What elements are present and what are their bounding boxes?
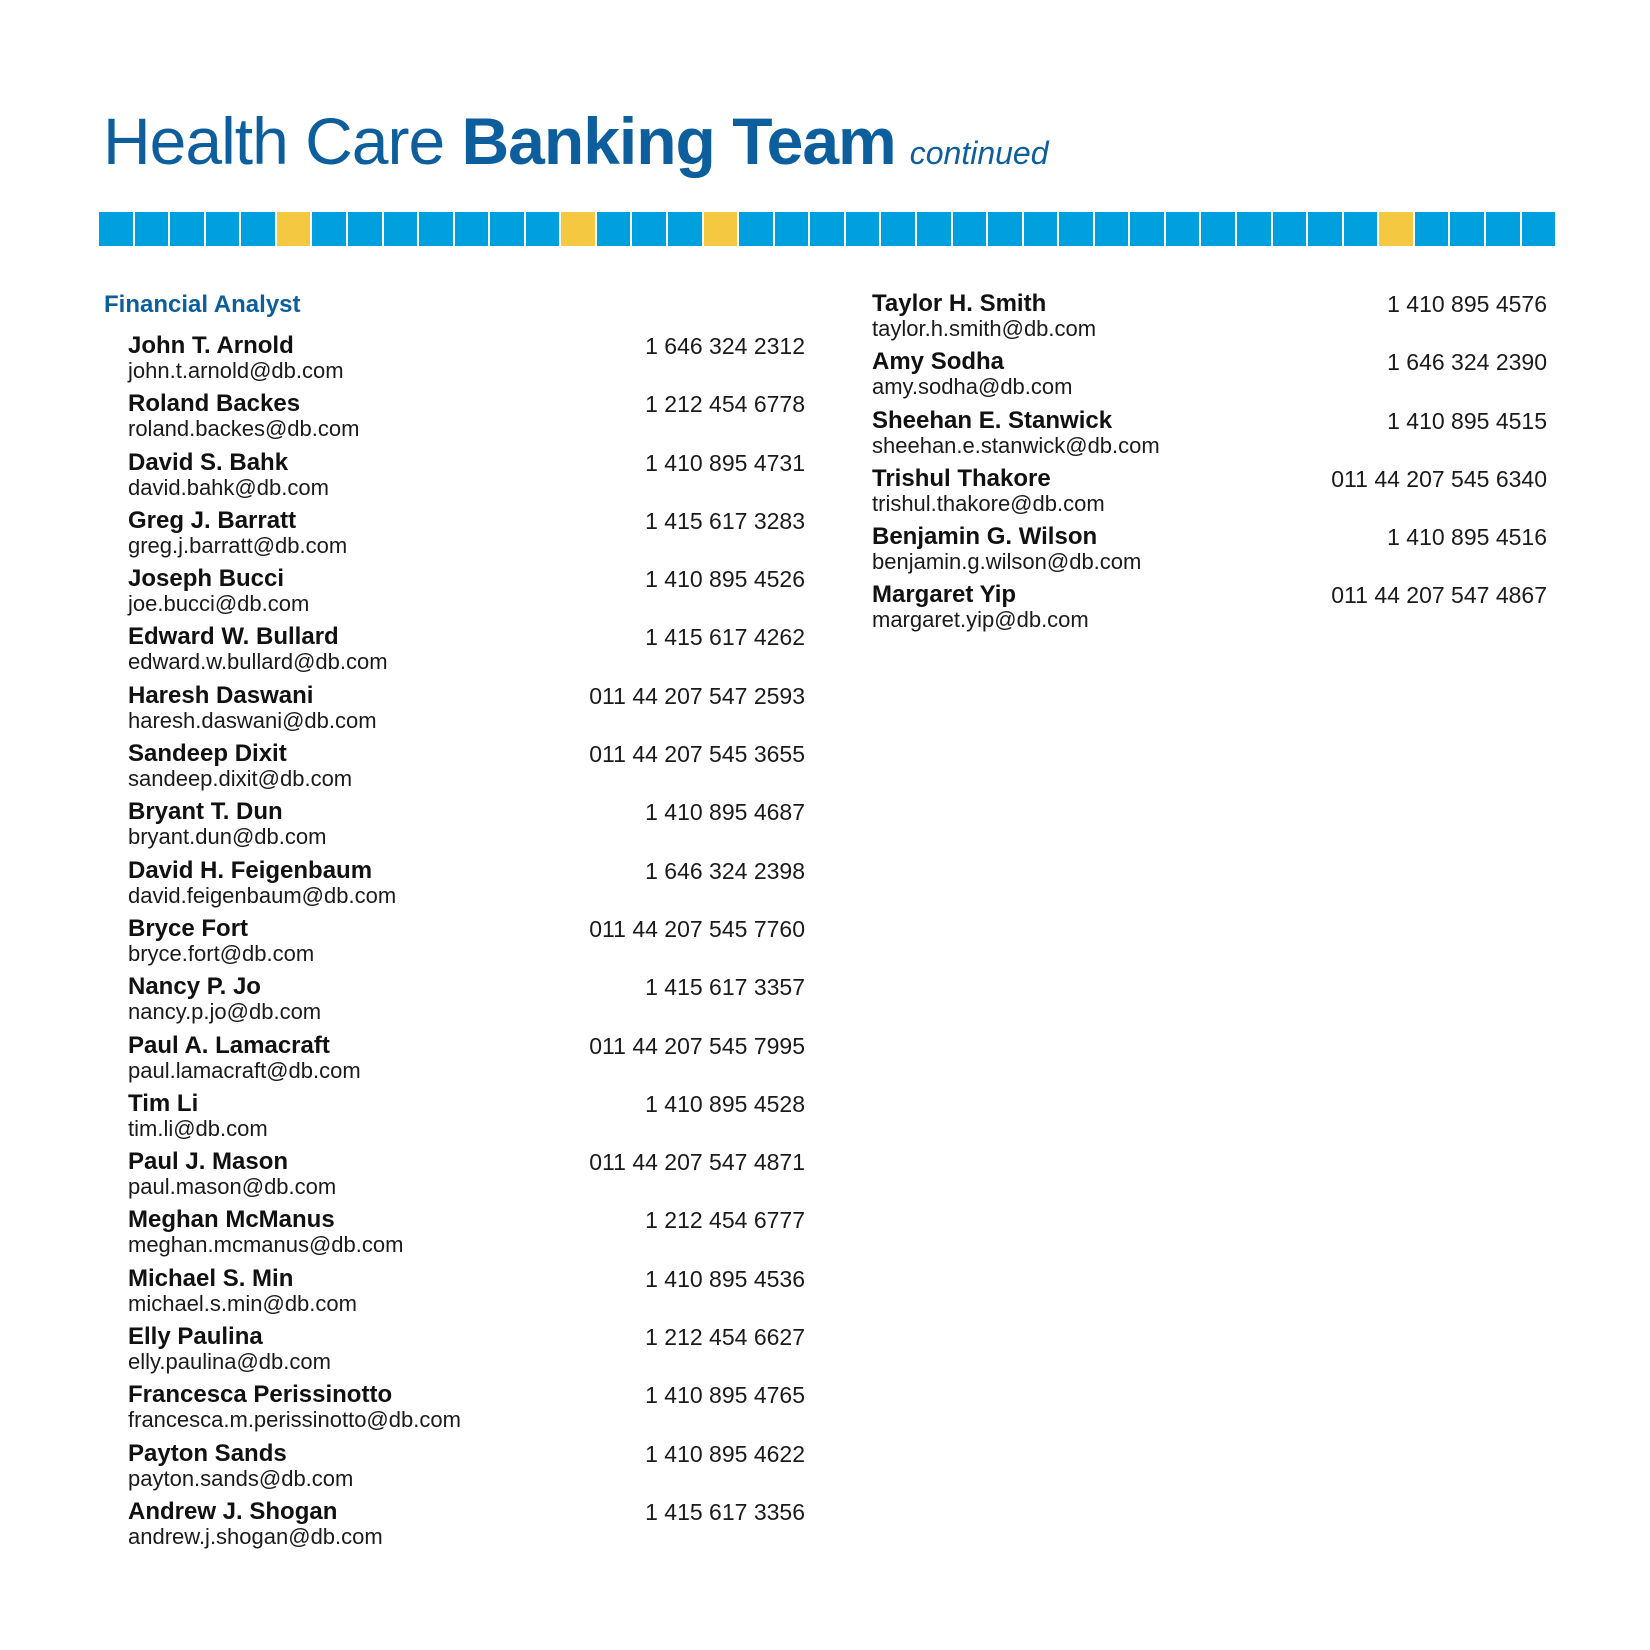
contact-phone: 011 44 207 545 7995 bbox=[589, 1032, 805, 1059]
contact-entry bbox=[128, 623, 805, 681]
tile-blue bbox=[1450, 212, 1484, 246]
tile-blue bbox=[1024, 212, 1058, 246]
contact-name: Francesca Perissinotto bbox=[128, 1381, 393, 1409]
tile-yellow bbox=[561, 212, 595, 246]
tile-blue bbox=[739, 212, 773, 246]
tile-blue bbox=[455, 212, 489, 246]
contact-entry bbox=[128, 332, 805, 390]
tile-blue bbox=[1166, 212, 1200, 246]
contact-phone: 1 410 895 4576 bbox=[1387, 291, 1547, 317]
contact-email[interactable]: joe.bucci@db.com bbox=[128, 591, 310, 617]
page-title-bold: Banking Team bbox=[461, 104, 896, 178]
tile-blue bbox=[1273, 212, 1307, 246]
contact-entry bbox=[128, 565, 805, 623]
contact-phone: 011 44 207 547 2593 bbox=[589, 682, 805, 709]
contact-email[interactable]: paul.mason@db.com bbox=[128, 1174, 337, 1200]
contact-list-right bbox=[872, 290, 1547, 640]
contact-email[interactable]: paul.lamacraft@db.com bbox=[128, 1057, 361, 1083]
contact-email[interactable]: david.feigenbaum@db.com bbox=[128, 882, 397, 908]
contact-entry bbox=[872, 407, 1547, 465]
contact-name: Paul J. Mason bbox=[128, 1148, 289, 1176]
contact-name: Amy Sodha bbox=[872, 348, 1005, 376]
decorative-tile-bar bbox=[99, 212, 1555, 246]
contact-entry bbox=[128, 1498, 805, 1556]
contact-phone: 011 44 207 545 7760 bbox=[589, 915, 805, 942]
tile-blue bbox=[597, 212, 631, 246]
contact-name: Margaret Yip bbox=[872, 581, 1017, 609]
contact-name: Tim Li bbox=[128, 1089, 199, 1117]
tile-blue bbox=[1059, 212, 1093, 246]
tile-blue bbox=[846, 212, 880, 246]
tile-blue bbox=[241, 212, 275, 246]
contact-email[interactable]: tim.li@db.com bbox=[128, 1115, 268, 1141]
contact-entry bbox=[128, 1381, 805, 1439]
contact-entry bbox=[128, 1090, 805, 1148]
tile-blue bbox=[881, 212, 915, 246]
contact-phone: 1 415 617 3283 bbox=[645, 507, 805, 534]
contact-email[interactable]: elly.paulina@db.com bbox=[128, 1349, 331, 1375]
contact-phone: 1 212 454 6777 bbox=[645, 1207, 805, 1234]
tile-blue bbox=[1415, 212, 1449, 246]
tile-blue bbox=[917, 212, 951, 246]
tile-blue bbox=[490, 212, 524, 246]
contact-phone: 1 415 617 3357 bbox=[645, 974, 805, 1001]
contact-email[interactable]: payton.sands@db.com bbox=[128, 1465, 354, 1491]
contact-phone: 1 410 895 4515 bbox=[1387, 407, 1547, 434]
contact-name: Sandeep Dixit bbox=[128, 740, 287, 768]
tile-blue bbox=[419, 212, 453, 246]
contact-phone: 1 646 324 2390 bbox=[1387, 349, 1547, 376]
contact-entry bbox=[128, 1206, 805, 1264]
contact-phone: 1 415 617 3356 bbox=[645, 1498, 805, 1525]
tile-blue bbox=[348, 212, 382, 246]
contact-phone: 1 410 895 4516 bbox=[1387, 524, 1547, 551]
contact-phone: 011 44 207 547 4871 bbox=[589, 1149, 805, 1176]
contact-list-left bbox=[128, 332, 805, 1556]
tile-blue bbox=[1095, 212, 1129, 246]
tile-blue bbox=[1201, 212, 1235, 246]
contact-email[interactable]: sheehan.e.stanwick@db.com bbox=[872, 432, 1160, 458]
tile-yellow bbox=[704, 212, 738, 246]
contact-phone: 1 212 454 6778 bbox=[645, 391, 805, 418]
contact-name: David H. Feigenbaum bbox=[128, 856, 373, 884]
tile-yellow bbox=[277, 212, 311, 246]
tile-blue bbox=[135, 212, 169, 246]
tile-blue bbox=[1344, 212, 1378, 246]
contact-entry bbox=[128, 798, 805, 856]
contact-entry bbox=[872, 465, 1547, 523]
contact-email[interactable]: andrew.j.shogan@db.com bbox=[128, 1523, 383, 1549]
contact-name: Taylor H. Smith bbox=[872, 290, 1047, 317]
contact-entry bbox=[128, 740, 805, 798]
tile-blue bbox=[1308, 212, 1342, 246]
contact-phone: 1 415 617 4262 bbox=[645, 624, 805, 651]
contact-email[interactable]: michael.s.min@db.com bbox=[128, 1290, 357, 1316]
tile-blue bbox=[170, 212, 204, 246]
contact-email[interactable]: bryant.dun@db.com bbox=[128, 824, 327, 850]
contact-entry bbox=[128, 1148, 805, 1206]
contact-phone: 1 410 895 4622 bbox=[645, 1440, 805, 1467]
contact-entry bbox=[128, 507, 805, 565]
contact-name: Andrew J. Shogan bbox=[128, 1497, 338, 1525]
contact-entry bbox=[128, 1265, 805, 1323]
tile-blue bbox=[632, 212, 666, 246]
tile-blue bbox=[312, 212, 346, 246]
contact-name: Elly Paulina bbox=[128, 1323, 263, 1351]
contact-entry bbox=[128, 1323, 805, 1381]
contact-phone: 1 212 454 6627 bbox=[645, 1324, 805, 1351]
page-title-continued: continued bbox=[909, 135, 1049, 171]
tile-blue bbox=[810, 212, 844, 246]
contact-phone: 1 410 895 4731 bbox=[645, 449, 805, 476]
tile-blue bbox=[526, 212, 560, 246]
contact-email[interactable]: bryce.fort@db.com bbox=[128, 940, 315, 966]
tile-blue bbox=[384, 212, 418, 246]
contact-name: Edward W. Bullard bbox=[128, 623, 339, 651]
contact-entry bbox=[128, 1032, 805, 1090]
contact-entry bbox=[128, 915, 805, 973]
contact-phone: 1 410 895 4528 bbox=[645, 1090, 805, 1117]
tile-blue bbox=[206, 212, 240, 246]
contact-name: Nancy P. Jo bbox=[128, 973, 261, 1001]
contact-name: John T. Arnold bbox=[128, 332, 294, 359]
contact-name: Sheehan E. Stanwick bbox=[872, 406, 1113, 434]
contact-name: Bryce Fort bbox=[128, 914, 249, 942]
contact-phone: 1 410 895 4536 bbox=[645, 1265, 805, 1292]
contact-entry bbox=[872, 348, 1547, 406]
contact-email[interactable]: nancy.p.jo@db.com bbox=[128, 999, 322, 1025]
contact-email[interactable]: benjamin.g.wilson@db.com bbox=[872, 549, 1142, 575]
tile-blue bbox=[1237, 212, 1271, 246]
contact-entry bbox=[872, 523, 1547, 581]
section-title: Financial Analyst bbox=[104, 291, 301, 318]
contact-email[interactable]: roland.backes@db.com bbox=[128, 416, 360, 442]
contact-name: David S. Bahk bbox=[128, 448, 289, 476]
contact-phone: 1 410 895 4687 bbox=[645, 799, 805, 826]
contact-entry bbox=[128, 682, 805, 740]
contact-entry bbox=[128, 973, 805, 1031]
contact-entry bbox=[128, 449, 805, 507]
contact-name: Payton Sands bbox=[128, 1439, 287, 1467]
contact-email[interactable]: david.bahk@db.com bbox=[128, 474, 329, 500]
page-title-light: Health Care bbox=[103, 104, 462, 178]
contact-name: Michael S. Min bbox=[128, 1264, 294, 1292]
contact-email[interactable]: meghan.mcmanus@db.com bbox=[128, 1232, 404, 1258]
contact-email[interactable]: margaret.yip@db.com bbox=[872, 607, 1089, 633]
contact-name: Haresh Daswani bbox=[128, 681, 314, 709]
contact-name: Meghan McManus bbox=[128, 1206, 335, 1234]
contact-name: Benjamin G. Wilson bbox=[872, 523, 1098, 551]
contact-phone: 1 646 324 2312 bbox=[645, 333, 805, 359]
contact-phone: 1 646 324 2398 bbox=[645, 857, 805, 884]
tile-blue bbox=[953, 212, 987, 246]
tile-blue bbox=[668, 212, 702, 246]
contact-email[interactable]: edward.w.bullard@db.com bbox=[128, 649, 388, 675]
page-title bbox=[103, 104, 1049, 178]
contact-email[interactable]: amy.sodha@db.com bbox=[872, 374, 1073, 400]
tile-blue bbox=[99, 212, 133, 246]
contact-entry bbox=[128, 857, 805, 915]
contact-name: Roland Backes bbox=[128, 390, 301, 418]
contact-name: Joseph Bucci bbox=[128, 565, 285, 593]
contact-entry bbox=[128, 390, 805, 448]
contact-name: Greg J. Barratt bbox=[128, 506, 297, 534]
contact-email[interactable]: john.t.arnold@db.com bbox=[128, 358, 344, 383]
contact-phone: 1 410 895 4526 bbox=[645, 566, 805, 593]
tile-blue bbox=[1522, 212, 1556, 246]
contact-email[interactable]: trishul.thakore@db.com bbox=[872, 490, 1105, 516]
contact-name: Bryant T. Dun bbox=[128, 798, 283, 826]
contact-phone: 011 44 207 545 6340 bbox=[1331, 465, 1547, 492]
contact-phone: 011 44 207 545 3655 bbox=[589, 741, 805, 768]
contact-entry bbox=[872, 581, 1547, 639]
contact-email[interactable]: taylor.h.smith@db.com bbox=[872, 316, 1097, 341]
tile-blue bbox=[1486, 212, 1520, 246]
contact-phone: 011 44 207 547 4867 bbox=[1331, 582, 1547, 609]
tile-blue bbox=[1130, 212, 1164, 246]
tile-yellow bbox=[1379, 212, 1413, 246]
contact-name: Trishul Thakore bbox=[872, 464, 1051, 492]
contact-email[interactable]: greg.j.barratt@db.com bbox=[128, 532, 348, 558]
contact-email[interactable]: sandeep.dixit@db.com bbox=[128, 766, 353, 792]
contact-name: Paul A. Lamacraft bbox=[128, 1031, 330, 1059]
tile-blue bbox=[988, 212, 1022, 246]
contact-phone: 1 410 895 4765 bbox=[645, 1382, 805, 1409]
contact-entry bbox=[872, 290, 1547, 348]
tile-blue bbox=[775, 212, 809, 246]
contact-entry bbox=[128, 1440, 805, 1498]
contact-email[interactable]: haresh.daswani@db.com bbox=[128, 707, 377, 733]
contact-email[interactable]: francesca.m.perissinotto@db.com bbox=[128, 1407, 461, 1433]
